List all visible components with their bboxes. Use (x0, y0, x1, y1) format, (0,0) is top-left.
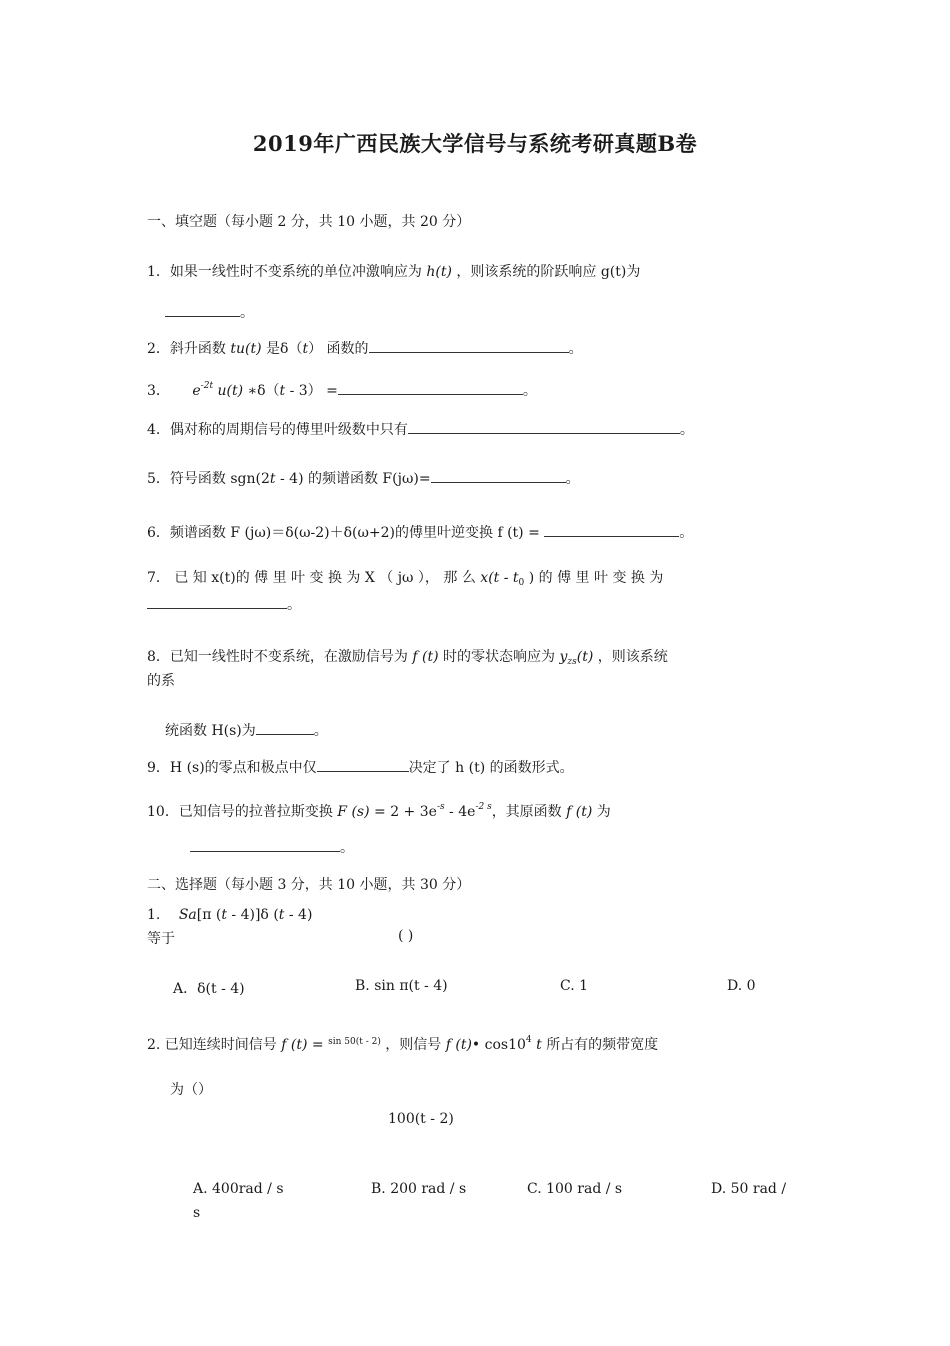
question-2-1-wrap: 等于 (147, 931, 175, 947)
option-c-2-2: C. 100 rad / s (527, 1181, 623, 1197)
option-a-2-2: A. 400rad / s (193, 1181, 284, 1197)
question-2-2: 2. 已知连续时间信号 f (t) = $^{sin 50(t - 2)}$ ，则信号 f (t)• $\cos 10^4$ t 所占有的频带宽度 (147, 1035, 659, 1053)
question-2-2-wrap: 为（） (170, 1082, 212, 1098)
option-d-2-1: D. 0 (727, 978, 756, 994)
question-1-9: 9．H (s)的零点和极点中仅 决定了 h (t) 的函数形式。 (147, 760, 574, 776)
question-2-1: 1. Sa[π (t - 4)]δ (t - 4) (147, 907, 313, 923)
answer-paren-2-1: ( ) (398, 928, 414, 944)
question-1-4: 4．偶对称的周期信号的傅里叶级数中只有 。 (147, 422, 694, 438)
question-1-8: 8．已知一线性时不变系统，在激励信号为 f (t) 时的零状态响应为 $y_{zs}(t)$ ，则该系统 (147, 649, 668, 667)
question-1-10: 10．已知信号的拉普拉斯变换 F $(s) = 2 + 3e^{-s} - 4e^{-2 s}$，其原函数 f (t) 为 (147, 802, 611, 820)
option-a-2-1: A．δ(t - 4) (173, 981, 245, 997)
question-1-3: 3． $e^{-2t}$ u(t) ∗δ（t - 3） = 。 (147, 381, 537, 399)
option-b-2-1: B. sin π(t - 4) (355, 978, 448, 994)
page-title: 2019年广西民族大学信号与系统考研真题B卷 (252, 131, 698, 156)
question-1-8-line3: 统函数 H(s)为 。 (165, 723, 328, 739)
fraction-denominator-2-2: 100(t - 2) (388, 1111, 454, 1127)
question-1-6: 6．频谱函数 F (jω)＝δ(ω-2)＋δ(ω+2)的傅里叶逆变换 f (t) = 。 (147, 525, 694, 541)
question-1-2: 2．斜升函数 tu(t) 是δ（t） 函数的 。 (147, 341, 583, 357)
answer-blank-1-10: 。 (190, 837, 354, 857)
option-d-2-2: D. 50 rad / (711, 1181, 787, 1197)
answer-blank-1-7: 。 (147, 594, 301, 614)
option-c-2-1: C. 1 (560, 978, 589, 994)
question-1-5: 5．符号函数 sgn(2t - 4) 的频谱函数 F(jω)= 。 (147, 471, 580, 487)
section-heading-fill-blank: 一、填空题（每小题 2 分，共 10 小题，共 20 分） (147, 214, 471, 230)
section-heading-choice: 二、选择题（每小题 3 分，共 10 小题，共 30 分） (147, 877, 471, 893)
question-1-8-wrap: 的系 (147, 673, 175, 689)
question-1-1: 1．如果一线性时不变系统的单位冲激响应为 h(t) ，则该系统的阶跃响应 g(t)为 (147, 264, 641, 280)
question-1-7: 7． 已 知 x(t)的 傅 里 叶 变 换 为 X （ jω ）， 那 么 $x(t - t_0$ ) 的 傅 里 叶 变 换 为 (147, 570, 664, 588)
option-wrap-2-2: s (193, 1205, 201, 1221)
answer-blank-1-1: 。 (165, 302, 254, 322)
option-b-2-2: B. 200 rad / s (371, 1181, 467, 1197)
